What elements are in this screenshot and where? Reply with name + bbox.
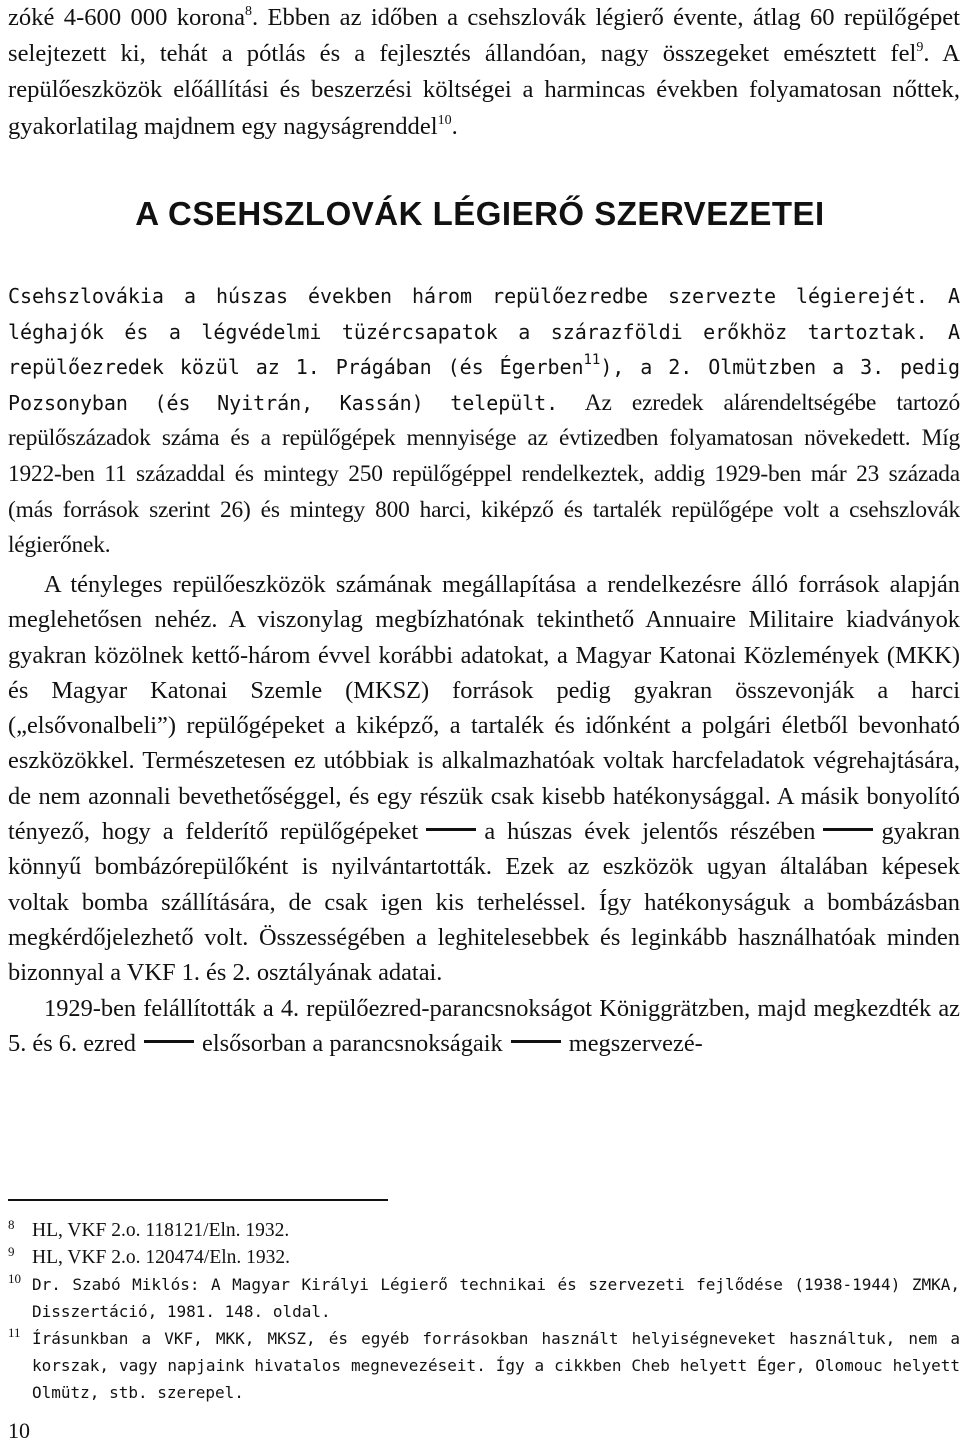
footnote-text: Írásunkban a VKF, MKK, MKSZ, és egyéb forrásokban használt helyiségneveket használtuk, nem a korszak, vagy napjaink hivatalos megnevezéseit. Így a cikkben Cheb helyett Éger, Olomouc helyett Olmütz, stb. szerepel. [32,1329,960,1402]
text-run: elsősorban a parancsnokságaik [202,1029,503,1057]
footnote-separator [8,1199,388,1201]
paragraph-organization [8,279,960,564]
footnote-text: HL, VKF 2.o. 118121/Eln. 1932. [32,1220,290,1241]
footnote-ref-9[interactable]: 9 [916,40,924,56]
text-run: ), a 2. Olmützben a 3. pedig Pozsonyban (és Nyitrán, Kassán) települt. [8,355,960,415]
text-run: 1929-ben felállították a 4. repülőezred-parancsnokságot Königgrätzben, majd megkezdték az 5. és 6. ezred [8,994,960,1057]
text-run: Csehszlovákia a húszas években három repülőezredbe szervezte légierejét. A léghajók és a légvédelmi tüzércsapatok a szárazföldi erőkhöz tartoztak. A repülőezredek közül az 1. Prágában (és Égerben [8,284,960,380]
text-run: A tényleges repülőeszközök számának megállapítása a rendelkezésre álló források alapján meglehetősen nehéz. A viszonylag megbízhatónak tekinthető Annuaire Militaire kiadványok gyakran közölnek kettő-három évvel korábbi adatokat, a Magyar Katonai Közlemények (MKK) és Magyar Katonai Szemle (MKSZ) források pedig gyakran összevonják a harci („elsővonalbeli”) repülőgépeket a kiképző, a tartalék és időnként a polgári életből bevonható eszközökkel. Természetesen ez utóbbiak is alkalmazhatóak voltak harcfeladatok végrehajtására, de nem azonnali bevethetőséggel, és egy részük csak kisebb hatékonysággal. A másik bonyolító tényező, hogy a felderítő repülőgépeket [8,571,960,846]
footnotes [8,1217,960,1406]
footnote-ref-11[interactable]: 11 [583,352,601,369]
text-run: . [451,112,458,140]
em-dash [144,1040,194,1043]
footnote-8 [8,1217,960,1244]
text-run: . Ebben az időben a csehszlovák légierő évente, átlag 60 repülőgépet selejtezett ki, tehát a pótlás és a fejlesztés állandóan, nagy összegeket emésztett fel [8,4,960,68]
text-run: zóké 4-600 000 korona [8,4,246,31]
footnote-number: 11 [8,1325,21,1340]
text-run: a húszas évek jelentős részében [484,818,816,846]
paragraph-sources [8,567,960,1061]
em-dash [511,1040,561,1043]
section-heading: A CSEHSZLOVÁK LÉGIERŐ SZERVEZETEI [135,195,825,232]
text-run: gyakran könnyű bombázórepülőként is nyilvántartották. Ezek az eszközök ugyan általában képesek voltak bomba szállítására, de csak igen kis terheléssel. Így hatékonyságuk a bombázásban megkérdőjelezhető volt. Összességében a leghitelesebbek és leginkább használhatóak minden bizonnyal a VKF 1. és 2. osztályának adatai. [8,818,960,987]
footnote-text: HL, VKF 2.o. 120474/Eln. 1932. [32,1247,291,1268]
footnote-11 [8,1325,960,1406]
footnote-number: 8 [8,1217,15,1232]
text-run: megszervezé- [568,1029,703,1057]
em-dash [426,828,476,831]
footnote-number: 9 [8,1244,15,1259]
footnote-number: 10 [8,1271,21,1286]
footnote-text: Dr. Szabó Miklós: A Magyar Királyi Légierő technikai és szervezeti fejlődése (1938-1944) ZMKA, Disszertáció, 1981. 148. oldal. [32,1275,960,1321]
footnote-ref-10[interactable]: 10 [437,112,452,128]
text-run: . A repülőeszközök előállítási és beszerzési költségei a harmincas években folyamatosan nőttek, gyakorlatilag majdnem egy nagyságrenddel [8,40,960,140]
footnote-9 [8,1244,960,1271]
em-dash [823,828,873,831]
text-run: Az ezredek alárendeltségébe tartozó repülőszázadok száma és a repülőgépek mennyisége az évtizedben folyamatosan növekedett. Míg 1922-ben 11 századdal és mintegy 250 repülőgéppel rendelkeztek, addig 1929-ben már 23 százada (más források szerint 26) és mintegy 800 harci, kiképző és tartalék repülőgépe volt a csehszlovák légierőnek. [8,389,960,559]
footnote-ref-8[interactable]: 8 [245,4,253,19]
footnote-10 [8,1271,960,1325]
page-number: 10 [8,1418,30,1443]
opening-paragraph [8,0,960,145]
